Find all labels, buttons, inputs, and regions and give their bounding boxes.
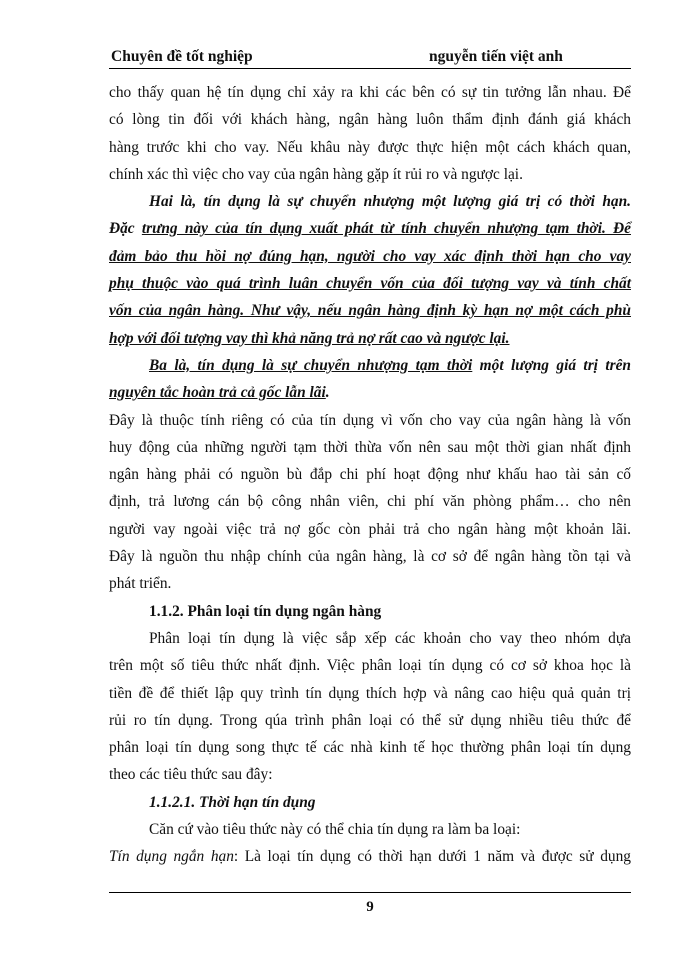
text-line: định, trả lương cán bộ công nhân viên, chi phí văn phòng phẩm… cho nên — [109, 493, 631, 511]
italic-term: Tín dụng ngắn hạn — [109, 848, 234, 866]
text-line: người vay ngoài việc trả nợ gốc còn phải trả cho ngân hàng một khoản lãi. — [109, 520, 631, 538]
text-line: Đây là nguồn thu nhập chính của ngân hàng, là cơ sở để ngân hàng tồn tại và — [109, 548, 631, 566]
text-line: trên một số tiêu thức nhất định. Việc phân loại tín dụng có cơ sở khoa học là — [109, 657, 631, 675]
text-span: . — [325, 384, 330, 402]
text-line: cho thấy quan hệ tín dụng chỉ xảy ra khi các bên có sự tin tưởng lẫn nhau. Để — [109, 84, 631, 101]
text-line: theo các tiêu thức sau đây: — [109, 766, 273, 784]
text-line: có lòng tin đối với khách hàng, ngân hàng luôn thẩm định đánh giá khách — [109, 111, 631, 129]
text-line — [109, 325, 631, 352]
text-line: phát triển. — [109, 575, 172, 593]
text-line-underlined: đảm bảo thu hồi nợ đúng hạn, người cho vay xác định thời hạn cho vay — [109, 247, 631, 265]
text-span: Đặc — [109, 220, 142, 238]
text-line: hàng trước khi cho vay. Nếu khâu này được thực hiện một cách khách quan, — [109, 138, 631, 156]
text-line: Đây là thuộc tính riêng có của tín dụng vì vốn cho vay của ngân hàng là vốn — [109, 411, 631, 429]
text-line — [109, 379, 631, 406]
text-line: huy động của những người tạm thời thừa vốn nên sau một thời gian nhất định — [109, 438, 631, 456]
text-line — [109, 352, 631, 379]
running-header — [109, 40, 631, 69]
text-span: : Là loại tín dụng có thời hạn dưới 1 năm và được sử dụng — [233, 848, 631, 866]
text-line: tiền đề để thiết lập quy trình tín dụng thích hợp và nâng cao hiệu quả quản trị — [109, 684, 631, 702]
subsection-heading: 1.1.2.1. Thời hạn tín dụng — [149, 793, 316, 811]
page-footer — [109, 892, 631, 916]
header-author: nguyễn tiến việt anh — [429, 48, 563, 65]
underlined-span: nguyên tắc hoàn trả cả gốc lẫn lãi — [109, 384, 326, 402]
text-line — [109, 843, 631, 870]
text-line: phân loại tín dụng song thực tế các nhà kinh tế học thường phân loại tín dụng — [109, 739, 631, 757]
text-line: Căn cứ vào tiêu thức này có thể chia tín dụng ra làm ba loại: — [149, 821, 521, 839]
text-span: một lượng giá trị trên — [472, 356, 631, 374]
text-line: rủi ro tín dụng. Trong qúa trình phân loại có thể sử dụng nhiều tiêu thức để — [109, 711, 631, 729]
text-line-emphasis: Hai là, tín dụng là sự chuyển nhượng một lượng giá trị có thời hạn. — [149, 193, 631, 211]
text-line: chính xác thì việc cho vay của ngân hàng gặp ít rủi ro và ngược lại. — [109, 165, 523, 183]
document-body — [109, 79, 631, 871]
page-number: 9 — [366, 899, 374, 915]
section-heading: 1.1.2. Phân loại tín dụng ngân hàng — [149, 602, 382, 620]
text-line: ngân hàng phải có nguồn bù đắp chi phí hoạt động như khấu hao tài sản cố — [109, 466, 631, 484]
text-line-underlined: phụ thuộc vào quá trình luân chuyển vốn của đối tượng vay và tính chất — [109, 275, 631, 293]
underlined-span: hợp với đối tượng vay thì khả năng trả nợ rất cao và ngược lại. — [109, 329, 510, 347]
text-line — [109, 215, 631, 242]
underlined-span: trưng này của tín dụng xuất phát từ tính chuyển nhượng tạm thời. Để — [141, 220, 631, 238]
underlined-span: Ba là, tín dụng là sự chuyển nhượng tạm thời — [149, 356, 473, 374]
text-line: Phân loại tín dụng là việc sắp xếp các khoản cho vay theo nhóm dựa — [149, 629, 631, 647]
text-line-underlined: vốn của ngân hàng. Như vậy, nếu ngân hàng định kỳ hạn nợ một cách phù — [109, 302, 631, 320]
header-title: Chuyên đề tốt nghiệp — [111, 48, 253, 65]
